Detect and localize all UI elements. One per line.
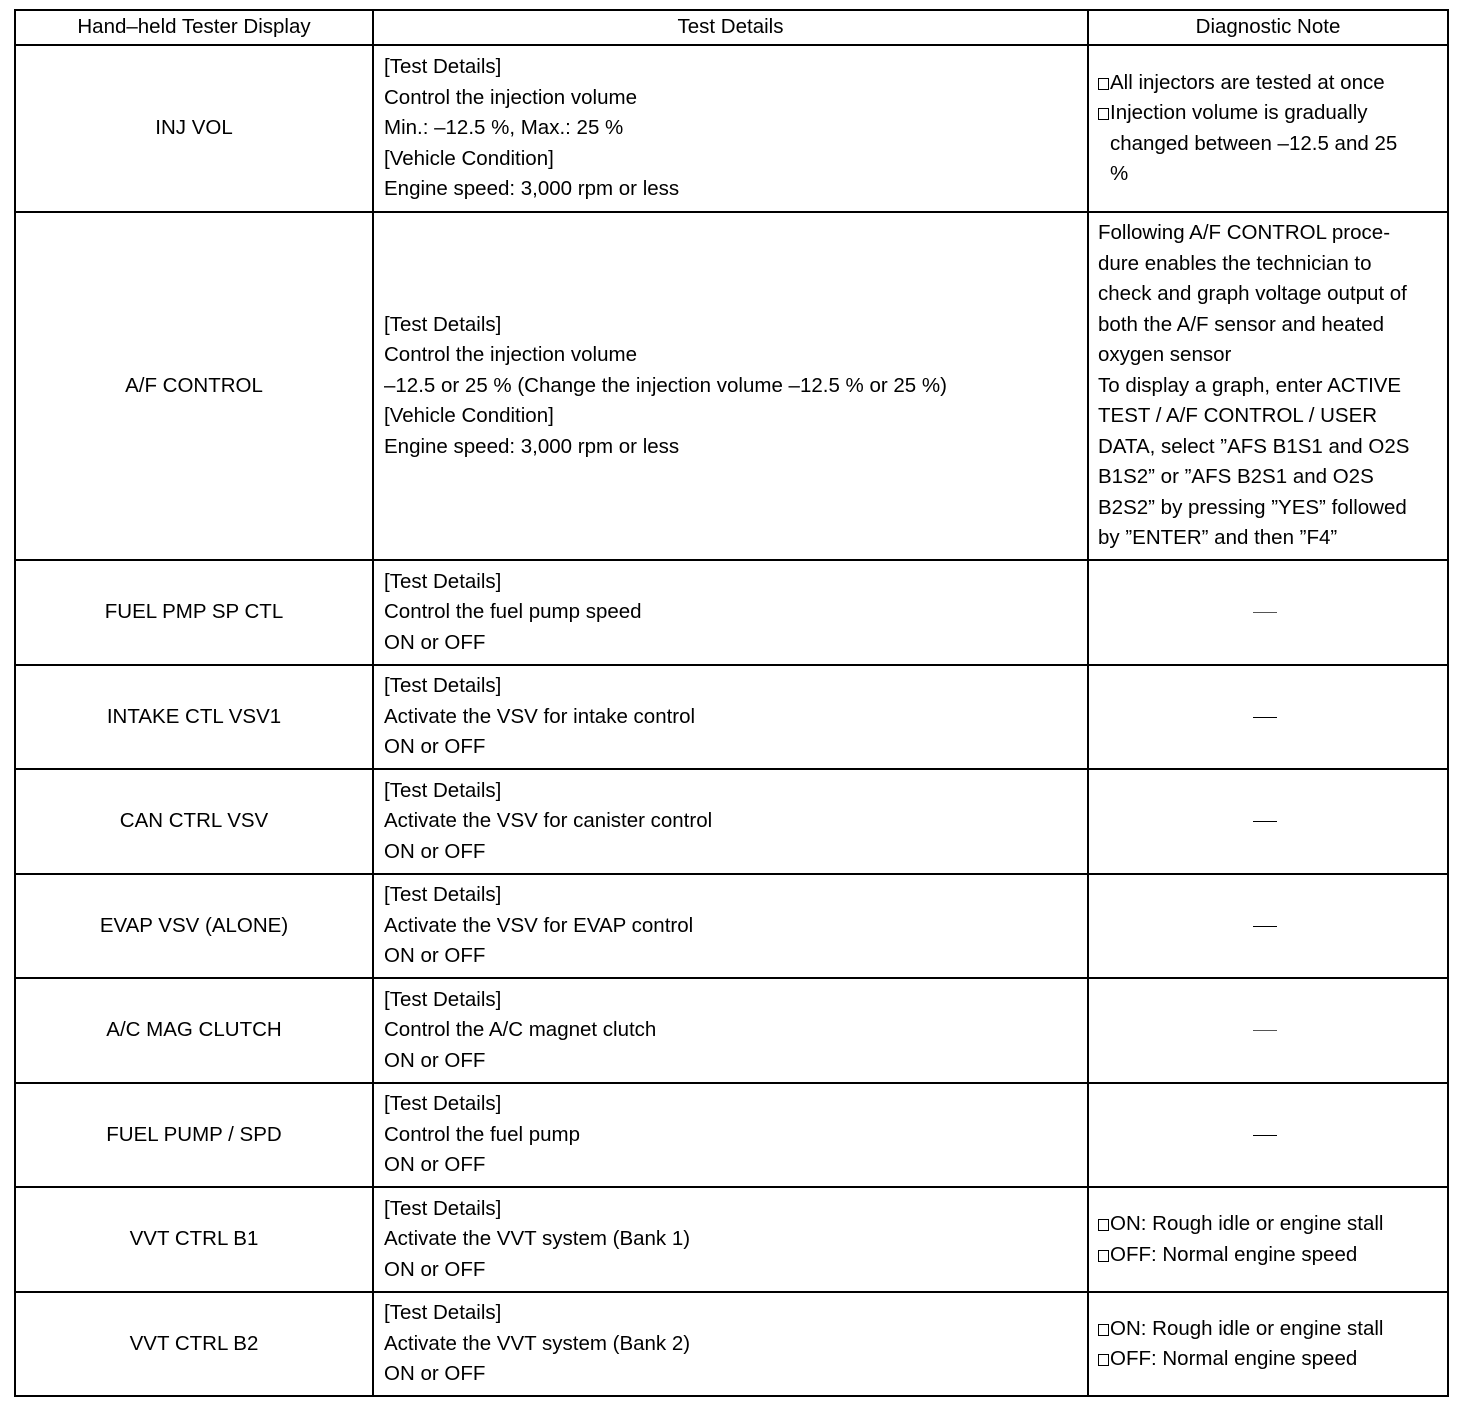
details-line: Activate the VSV for canister control (384, 809, 713, 833)
details-line: [Test Details] (384, 1196, 502, 1220)
details-line: [Test Details] (384, 987, 502, 1011)
note-line: DATA, select ”AFS B1S1 and O2S (1098, 434, 1410, 458)
checkbox-bullet-icon (1098, 108, 1109, 120)
details-cell (373, 874, 1088, 978)
note-cell (1088, 212, 1448, 560)
details-cell (373, 769, 1088, 874)
details-cell (373, 1083, 1088, 1187)
display-cell: VVT CTRL B1 (15, 1187, 373, 1292)
details-line: Activate the VVT system (Bank 1) (384, 1227, 691, 1251)
note-text: All injectors are tested at once (1110, 70, 1385, 94)
details-line: Control the injection volume (384, 85, 637, 109)
note-item (1098, 68, 1441, 99)
note-line: dure enables the technician to (1098, 251, 1372, 275)
details-line: [Test Details] (384, 883, 502, 907)
em-dash (1253, 1135, 1277, 1136)
details-line: [Test Details] (384, 1301, 502, 1325)
header-row (15, 10, 1448, 45)
note-line: TEST / A/F CONTROL / USER (1098, 404, 1378, 428)
details-cell (373, 1292, 1088, 1396)
note-cell (1088, 978, 1448, 1083)
details-line: [Test Details] (384, 778, 502, 802)
header-display: Hand–held Tester Display (15, 10, 373, 45)
details-line: [Test Details] (384, 1092, 502, 1116)
note-text: Injection volume is gradually (1110, 101, 1368, 124)
active-test-table (14, 9, 1449, 1397)
note-line: B2S2” by pressing ”YES” followed (1098, 495, 1407, 519)
details-cell (373, 212, 1088, 560)
note-line: To display a graph, enter ACTIVE (1098, 373, 1402, 397)
header-note: Diagnostic Note (1088, 10, 1448, 45)
note-text: ON: Rough idle or engine stall (1110, 1212, 1384, 1235)
display-cell: INJ VOL (15, 45, 373, 212)
checkbox-bullet-icon (1098, 1219, 1109, 1231)
note-line: oxygen sensor (1098, 343, 1232, 367)
checkbox-bullet-icon (1098, 1354, 1109, 1366)
details-cell (373, 45, 1088, 212)
note-line: Following A/F CONTROL proce- (1098, 221, 1391, 245)
em-dash (1253, 717, 1277, 718)
details-cell (373, 560, 1088, 665)
details-line: ON or OFF (384, 1257, 486, 1281)
details-line: Min.: –12.5 %, Max.: 25 % (384, 116, 624, 140)
em-dash (1253, 926, 1277, 927)
details-line: Engine speed: 3,000 rpm or less (384, 434, 680, 458)
note-line: B1S2” or ”AFS B2S1 and O2S (1098, 465, 1374, 489)
table-row (15, 212, 1448, 560)
details-line: ON or OFF (384, 1048, 486, 1072)
display-cell: VVT CTRL B2 (15, 1292, 373, 1396)
header-details: Test Details (373, 10, 1088, 45)
details-line: [Test Details] (384, 312, 502, 336)
note-cell (1088, 1292, 1448, 1396)
display-cell: A/F CONTROL (15, 212, 373, 560)
details-line: [Test Details] (384, 569, 502, 593)
details-line: ON or OFF (384, 839, 486, 863)
details-line: [Test Details] (384, 55, 502, 79)
note-cell (1088, 560, 1448, 665)
note-line: both the A/F sensor and heated (1098, 312, 1385, 336)
note-cell (1088, 45, 1448, 212)
display-cell: A/C MAG CLUTCH (15, 978, 373, 1083)
details-cell (373, 665, 1088, 769)
table-row (15, 45, 1448, 212)
display-cell: CAN CTRL VSV (15, 769, 373, 874)
display-cell: FUEL PMP SP CTL (15, 560, 373, 665)
em-dash (1253, 821, 1277, 822)
note-cell (1088, 1187, 1448, 1292)
details-line: ON or OFF (384, 630, 486, 654)
note-continuation: % (1110, 162, 1129, 185)
table-row (15, 978, 1448, 1083)
details-cell (373, 1187, 1088, 1292)
note-text: OFF: Normal engine speed (1110, 1242, 1358, 1266)
details-line: ON or OFF (384, 1362, 486, 1386)
details-line: ON or OFF (384, 1153, 486, 1177)
em-dash (1253, 612, 1277, 613)
table-row (15, 874, 1448, 978)
table-row (15, 769, 1448, 874)
details-line: Control the fuel pump speed (384, 600, 642, 624)
display-cell: EVAP VSV (ALONE) (15, 874, 373, 978)
details-line: Engine speed: 3,000 rpm or less (384, 177, 680, 201)
note-item (1098, 98, 1441, 129)
details-line: Activate the VVT system (Bank 2) (384, 1331, 691, 1355)
details-cell (373, 978, 1088, 1083)
details-line: Control the injection volume (384, 343, 637, 367)
note-line: by ”ENTER” and then ”F4” (1098, 526, 1338, 550)
table-row (15, 1187, 1448, 1292)
note-cell (1088, 1083, 1448, 1187)
checkbox-bullet-icon (1098, 1324, 1109, 1336)
details-line: [Vehicle Condition] (384, 146, 554, 170)
table-row (15, 560, 1448, 665)
details-line: Activate the VSV for EVAP control (384, 913, 694, 937)
details-line: Control the fuel pump (384, 1122, 581, 1146)
details-line: ON or OFF (384, 735, 486, 759)
table-row (15, 1292, 1448, 1396)
note-item (1098, 1344, 1441, 1375)
note-item (1098, 1314, 1441, 1345)
table-row (15, 665, 1448, 769)
checkbox-bullet-icon (1098, 78, 1109, 90)
details-line: Control the A/C magnet clutch (384, 1018, 657, 1042)
note-cell (1088, 874, 1448, 978)
note-line: check and graph voltage output of (1098, 282, 1407, 306)
note-item (1098, 1240, 1441, 1271)
note-continuation: changed between –12.5 and 25 (1110, 131, 1398, 155)
details-line: Activate the VSV for intake control (384, 704, 696, 728)
em-dash (1253, 1030, 1277, 1031)
details-line: [Vehicle Condition] (384, 404, 554, 428)
details-line: ON or OFF (384, 944, 486, 968)
note-cell (1088, 665, 1448, 769)
details-line: –12.5 or 25 % (Change the injection volume –12.5 % or 25 %) (384, 373, 947, 397)
table-row (15, 1083, 1448, 1187)
note-text: ON: Rough idle or engine stall (1110, 1316, 1384, 1340)
note-text: OFF: Normal engine speed (1110, 1347, 1358, 1370)
checkbox-bullet-icon (1098, 1250, 1109, 1262)
note-cell (1088, 769, 1448, 874)
display-cell: INTAKE CTL VSV1 (15, 665, 373, 769)
display-cell: FUEL PUMP / SPD (15, 1083, 373, 1187)
details-line: [Test Details] (384, 674, 502, 698)
note-item (1098, 1209, 1441, 1240)
